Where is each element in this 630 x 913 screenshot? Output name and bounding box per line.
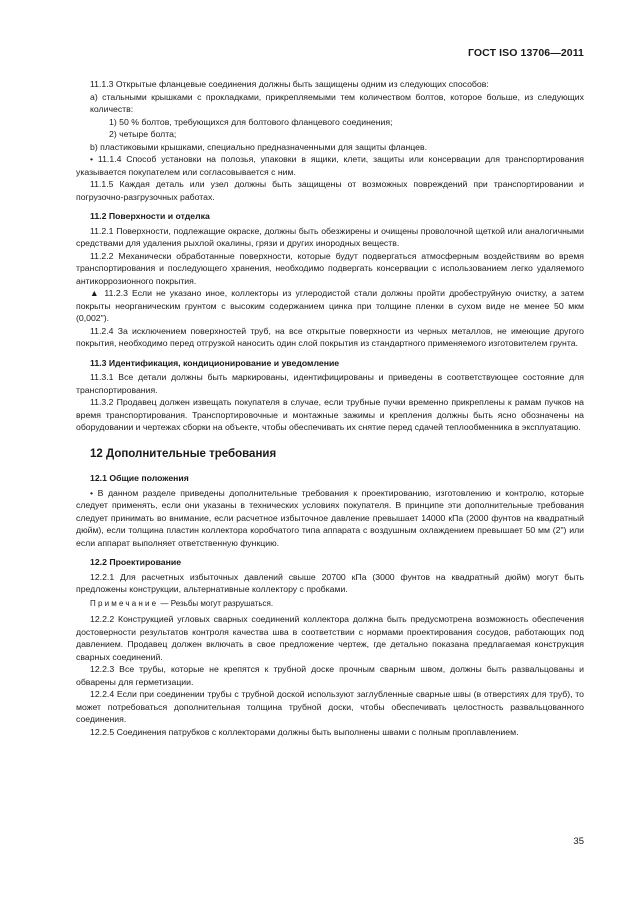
paragraph-11-1-3: 11.1.3 Открытые фланцевые соединения должны быть защищены одним из следующих способов: — [90, 79, 489, 89]
list-item-a-1: 1) 50 % болтов, требующихся для болтового фланцевого соединения; — [109, 116, 393, 127]
list-item-a-2: 2) четыре болта; — [109, 129, 177, 139]
paragraph-12-2-4: 12.2.4 Если при соединении трубы с трубной доской используют заглубленные сварные швы (в отверстиях для труб), то может потребоваться дополнительная толщина трубной доски, чтобы обеспечивать целостность развальцованного соединения. — [76, 689, 584, 724]
paragraph-11-2-1: 11.2.1 Поверхности, подлежащие окраске, должны быть обезжирены и очищены проволочной щеткой или аналогичными средствами для удаления рыхлой окалины, грязи и других инородных веществ. — [76, 225, 584, 248]
paragraph-11-1-4: • 11.1.4 Способ установки на полозья, упаковки в ящики, клети, защиты или консервации для транспортирования указывается покупателем или согласовывается с ним. — [76, 154, 584, 177]
section-12-title: 12 Дополнительные требования — [90, 447, 277, 460]
heading-11-2: 11.2 Поверхности и отделка — [90, 211, 210, 221]
note-label: Примечание — [90, 598, 159, 608]
paragraph-11-1-5: 11.1.5 Каждая деталь или узел должны быть защищены от возможных повреждений при транспортировании и погрузочно-разгрузочных работах. — [76, 179, 584, 202]
note — [76, 598, 584, 611]
heading-12-1: 12.1 Общие положения — [90, 473, 189, 483]
list-item-b: b) пластиковыми крышками, специально предназначенными для защиты фланцев. — [90, 141, 427, 152]
standard-header: ГОСТ ISO 13706—2011 — [467, 47, 584, 59]
paragraph-12-2-5: 12.2.5 Соединения патрубков с коллекторами должны быть выполнены швами с полным проплавлением. — [90, 726, 519, 737]
paragraph-12-1: • В данном разделе приведены дополнительные требования к проектированию, изготовлению и контролю, которые следует применять, если они указаны в технических условиях покупателя. В принципе эти дополнительные требования следует принимать во внимание, если расчетное избыточное давление превышает 14000 кПа (2000 фунтов на квадратный дюйм), если толщина пластин коллектора коробчатого типа аппарата с воздушным охлаждением превышает 50 мм (2") или если аппарат выполняет ответственную функцию. — [76, 487, 584, 548]
paragraph-11-2-3: ▲ 11.2.3 Если не указано иное, коллекторы из углеродистой стали должны пройти дробеструйную очистку, а затем покрыты неорганическим грунтом с высоким содержанием цинка при толщине пленки в сухом виде не менее 50 мкм (0,002"). — [76, 288, 584, 323]
heading-12-2: 12.2 Проектирование — [90, 557, 182, 567]
page-number: 35 — [573, 836, 584, 847]
note-text: — Резьбы могут разрушаться. — [158, 598, 274, 608]
paragraph-12-2-2: 12.2.2 Конструкцией угловых сварных соединений коллектора должна быть предусмотрена возможность обеспечения достоверности результатов контроля качества шва в соответствии с нормами проектирования сосудов, работающих под давлением. Продавец должен включать в свое предложение чертеж, где детально показана предлагаемая конструкция сварных соединений. — [76, 614, 584, 662]
paragraph-11-2-4: 11.2.4 За исключением поверхностей труб, на все открытые поверхности из черных металлов, не имеющие другого покрытия, необходимо перед отгрузкой наносить один слой покрытия из стандартного применяемого изготовителем грунта. — [76, 325, 584, 348]
paragraph-11-2-2: 11.2.2 Механически обработанные поверхности, которые будут подвергаться атмосферным воздействиям во время транспортирования и последующего хранения, необходимо подвергать консервации с использованием легко удаляемого антикоррозионного покрытия. — [76, 250, 584, 286]
paragraph-11-3-2: 11.3.2 Продавец должен извещать покупателя в случае, если трубные пучки временно прикреплены к рамам пучков на время транспортирования. Транспортировочные и монтажные зажимы и крепления должны быть ясно обозначены на оборудовании и чертежах сборки на объекте, чтобы обеспечивать их снятие перед сдачей теплообменника в эксплуатацию. — [76, 397, 584, 432]
list-item-a: а) стальными крышками с прокладками, прикрепляемыми тем количеством болтов, которое больше, из следующих количеств: — [90, 91, 584, 114]
document-body — [76, 78, 584, 738]
paragraph-12-2-1: 12.2.1 Для расчетных избыточных давлений свыше 20700 кПа (3000 фунтов на квадратный дюйм) могут быть предложены конструкции, альтернативные коллектору с пробками. — [76, 571, 584, 594]
heading-11-3: 11.3 Идентификация, кондиционирование и уведомление — [90, 357, 340, 368]
paragraph-11-3-1: 11.3.1 Все детали должны быть маркированы, идентифицированы и приведены в соответствующее состояние для транспортирования. — [76, 372, 584, 395]
paragraph-12-2-3: 12.2.3 Все трубы, которые не крепятся к трубной доске прочным сварным швом, должны быть развальцованы и обварены для герметизации. — [76, 664, 584, 687]
